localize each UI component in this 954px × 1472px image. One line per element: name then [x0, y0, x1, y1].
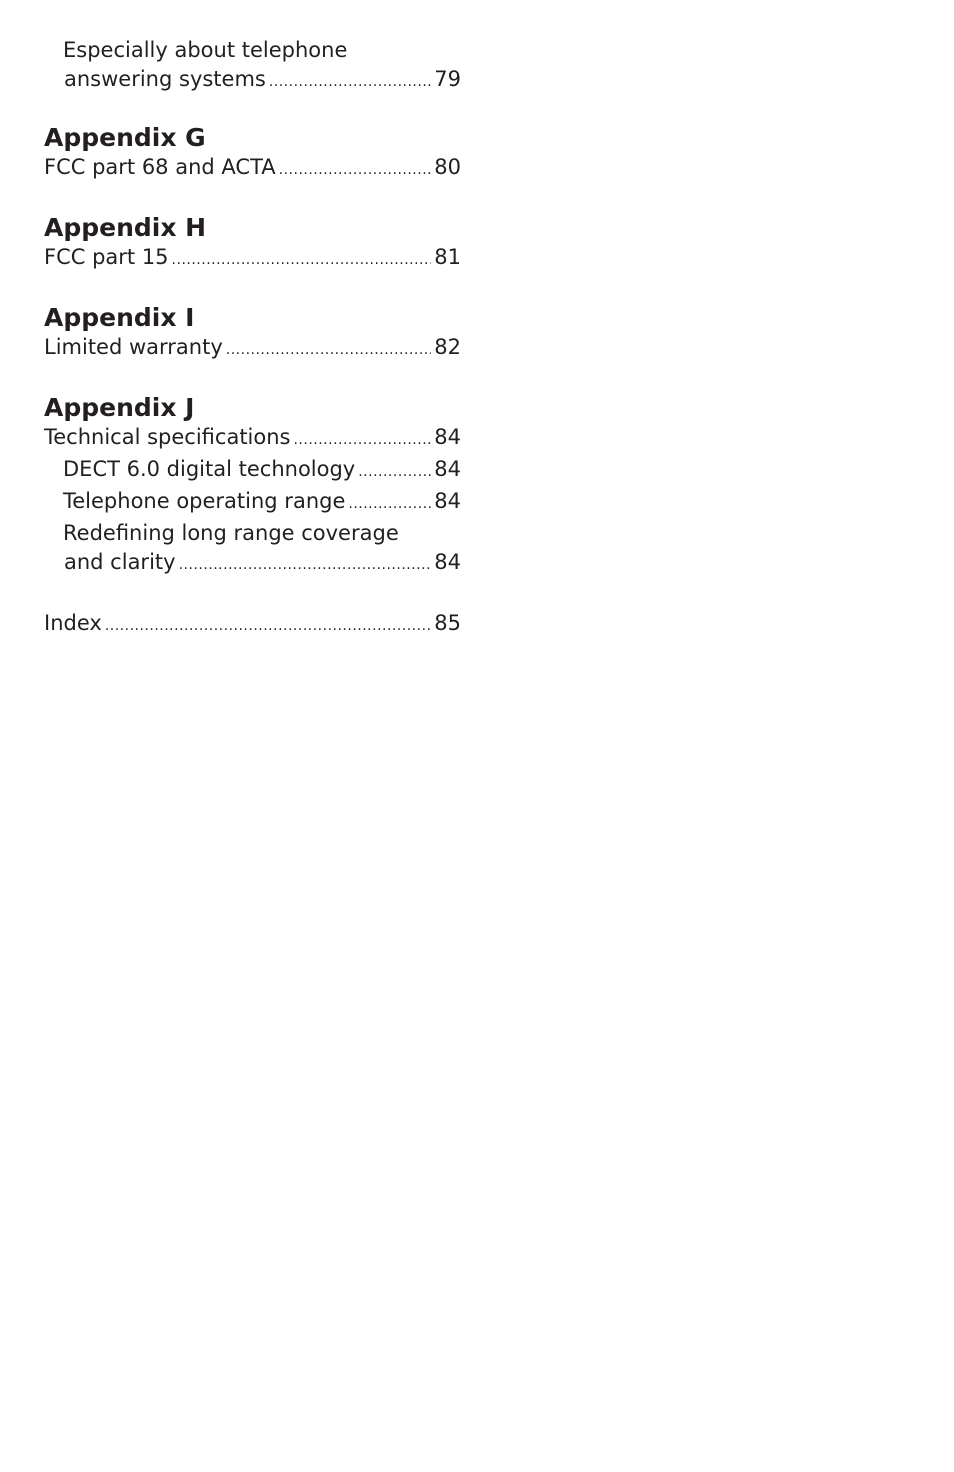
dot-leader	[226, 336, 431, 365]
toc-entry-label: Especially about telephone	[63, 38, 348, 62]
table-of-contents	[44, 36, 461, 641]
toc-entry-operating-range[interactable]	[44, 487, 461, 519]
toc-entry-label: Redefining long range coverage	[63, 521, 399, 545]
dot-leader	[293, 426, 431, 455]
toc-page-number: 80	[434, 155, 461, 179]
toc-entry-label: Limited warranty	[44, 335, 223, 359]
toc-entry-dect-technology[interactable]	[44, 455, 461, 487]
dot-leader	[269, 68, 431, 97]
toc-entry-answering-line1	[44, 36, 461, 65]
toc-entry-label: Technical specifications	[44, 425, 291, 449]
toc-entry-label: Index	[44, 611, 102, 635]
toc-entry-redefining[interactable]	[44, 548, 461, 580]
toc-page-number: 84	[434, 425, 461, 449]
dot-leader	[179, 551, 432, 580]
dot-leader	[172, 246, 432, 275]
toc-page-number: 84	[434, 489, 461, 513]
toc-entry-label: Telephone operating range	[63, 489, 346, 513]
toc-page-number: 82	[434, 335, 461, 359]
toc-entry-limited-warranty[interactable]	[44, 333, 461, 365]
toc-entry-label: FCC part 68 and ACTA	[44, 155, 276, 179]
toc-entry-index[interactable]	[44, 609, 461, 641]
toc-entry-fcc-part-68[interactable]	[44, 153, 461, 185]
toc-entry-label: answering systems	[64, 67, 266, 91]
appendix-i-heading: Appendix I	[44, 303, 195, 332]
toc-entry-fcc-part-15[interactable]	[44, 243, 461, 275]
toc-entry-redefining-line1	[44, 519, 461, 548]
toc-page-number: 81	[434, 245, 461, 269]
dot-leader	[105, 612, 431, 641]
toc-entry-answering[interactable]	[44, 65, 461, 97]
toc-entry-technical-specifications[interactable]	[44, 423, 461, 455]
appendix-g-heading: Appendix G	[44, 123, 206, 152]
dot-leader	[279, 156, 432, 185]
section-spacer	[44, 580, 461, 609]
toc-page-number: 84	[434, 457, 461, 481]
appendix-h-heading: Appendix H	[44, 213, 207, 242]
toc-entry-label: DECT 6.0 digital technology	[63, 457, 356, 481]
dot-leader	[348, 490, 431, 519]
dot-leader	[358, 458, 431, 487]
toc-entry-label: FCC part 15	[44, 245, 169, 269]
toc-page-number: 84	[434, 550, 461, 574]
appendix-j-heading: Appendix J	[44, 393, 195, 422]
toc-page-number: 79	[434, 67, 461, 91]
toc-page-number: 85	[434, 611, 461, 635]
toc-entry-label: and clarity	[64, 550, 176, 574]
